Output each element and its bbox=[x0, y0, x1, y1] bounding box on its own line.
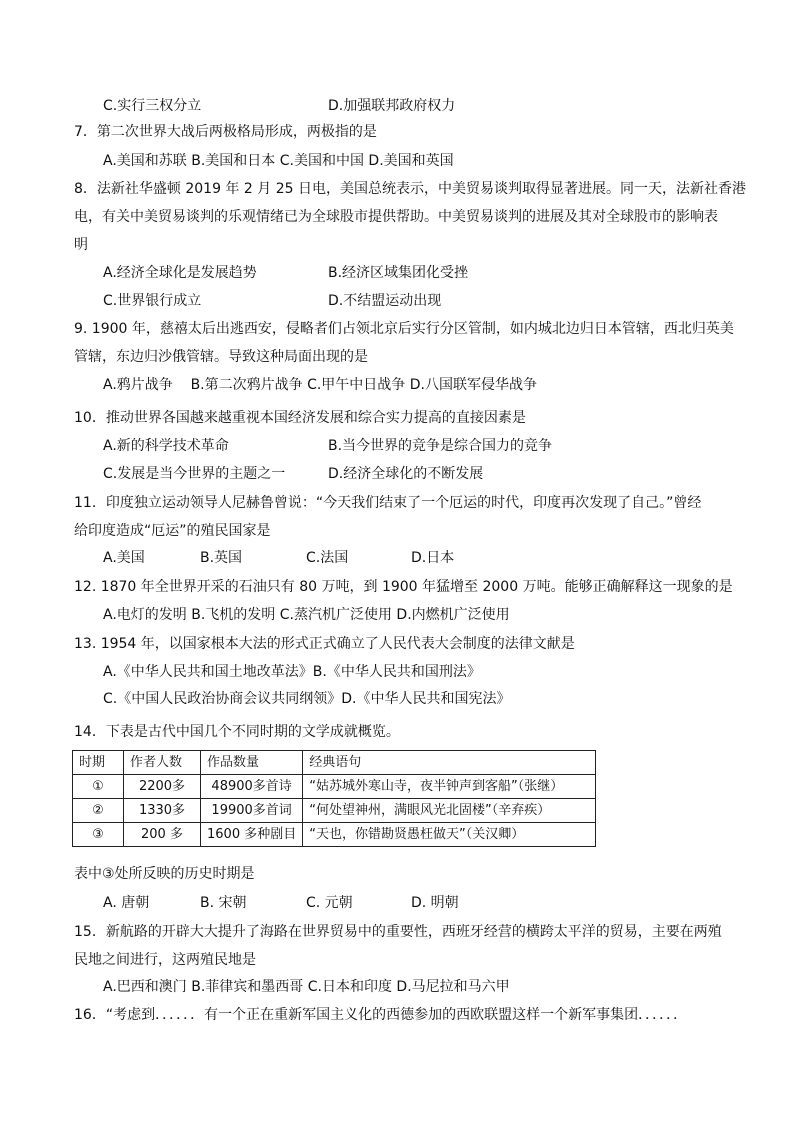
q10-option-a: A.新的科学技术革命 bbox=[103, 438, 229, 454]
q13-options-ab: A.《中华人民共和国土地改革法》B.《中华人民共和国刑法》 bbox=[103, 664, 481, 680]
table-cell: ② bbox=[73, 799, 124, 823]
table-cell: 1600 多种剧目 bbox=[201, 823, 303, 847]
q8-stem-line-3: 明 bbox=[74, 237, 88, 253]
table-row bbox=[73, 799, 596, 823]
q14-option-d: D. 明朝 bbox=[411, 895, 459, 911]
q9-stem-line-1: 9. 1900 年，慈禧太后出逃西安，侵略者们占领北京后实行分区管制，如内城北边归日本管辖，西北归英美 bbox=[74, 321, 734, 337]
q15-options: A.巴西和澳门 B.菲律宾和墨西哥 C.日本和印度 D.马尼拉和马六甲 bbox=[103, 979, 510, 995]
q9-stem-line-2: 管辖，东边归沙俄管辖。导致这种局面出现的是 bbox=[74, 349, 368, 365]
table-header: 时期 bbox=[73, 751, 124, 775]
q8-option-a: A.经济全球化是发展趋势 bbox=[103, 265, 257, 281]
q15-stem-line-1: 15．新航路的开辟大大提升了海路在世界贸易中的重要性，西班牙经营的横跨太平洋的贸易，主要在两殖 bbox=[74, 924, 722, 940]
q11-stem-line-1: 11．印度独立运动领导人尼赫鲁曾说：“今天我们结束了一个厄运的时代，印度再次发现了自己。”曾经 bbox=[74, 495, 702, 511]
q13-options-cd: C.《中国人民政治协商会议共同纲领》D.《中华人民共和国宪法》 bbox=[103, 691, 511, 707]
q7-stem: 7．第二次世界大战后两极格局形成，两极指的是 bbox=[74, 124, 377, 140]
table-cell: “天也，你错勘贤愚枉做天”（关汉卿） bbox=[303, 823, 596, 847]
q14-stem: 14．下表是古代中国几个不同时期的文学成就概览。 bbox=[74, 724, 400, 740]
q8-option-b: B.经济区域集团化受挫 bbox=[328, 265, 469, 281]
table-row bbox=[73, 775, 596, 799]
table-header: 作品数量 bbox=[201, 751, 303, 775]
table-cell: 1330多 bbox=[124, 799, 201, 823]
q11-option-a: A.美国 bbox=[103, 550, 145, 566]
q14-option-b: B. 宋朝 bbox=[200, 895, 247, 911]
q11-stem-line-2: 给印度造成“厄运”的殖民国家是 bbox=[74, 523, 271, 539]
table-cell: “何处望神州，满眼风光北固楼”（辛弃疾） bbox=[303, 799, 596, 823]
q11-option-d: D.日本 bbox=[411, 550, 455, 566]
q10-stem: 10．推动世界各国越来越重视本国经济发展和综合实力提高的直接因素是 bbox=[74, 410, 526, 426]
table-cell: ① bbox=[73, 775, 124, 799]
table-header: 经典语句 bbox=[303, 751, 596, 775]
q7-options: A.美国和苏联 B.美国和日本 C.美国和中国 D.美国和英国 bbox=[103, 153, 454, 169]
q13-stem: 13. 1954 年，以国家根本大法的形式正式确立了人民代表大会制度的法律文献是 bbox=[74, 636, 575, 652]
table-cell: 2200多 bbox=[124, 775, 201, 799]
table-row bbox=[73, 823, 596, 847]
q6-option-d: D.加强联邦政府权力 bbox=[328, 98, 456, 114]
q11-option-b: B.英国 bbox=[200, 550, 243, 566]
q8-option-c: C.世界银行成立 bbox=[103, 293, 202, 309]
q11-option-c: C.法国 bbox=[306, 550, 349, 566]
q8-stem-line-2: 电，有关中美贸易谈判的乐观情绪已为全球股市提供帮助。中美贸易谈判的进展及其对全球股市的影响表 bbox=[74, 209, 718, 225]
q12-stem: 12. 1870 年全世界开采的石油只有 80 万吨，到 1900 年猛增至 2000 万吨。能够正确解释这一现象的是 bbox=[74, 579, 733, 595]
q15-stem-line-2: 民地之间进行，这两殖民地是 bbox=[74, 952, 256, 968]
q10-option-b: B.当今世界的竞争是综合国力的竞争 bbox=[328, 438, 553, 454]
q12-options: A.电灯的发明 B.飞机的发明 C.蒸汽机广泛使用 D.内燃机广泛使用 bbox=[103, 607, 510, 623]
table-cell: ③ bbox=[73, 823, 124, 847]
q6-option-c: C.实行三权分立 bbox=[103, 98, 202, 114]
q10-option-c: C.发展是当今世界的主题之一 bbox=[103, 466, 286, 482]
q8-stem-line-1: 8．法新社华盛顿 2019 年 2 月 25 日电，美国总统表示，中美贸易谈判取得显著进展。同一天，法新社香港 bbox=[74, 181, 746, 197]
table-cell: 200 多 bbox=[124, 823, 201, 847]
literature-table bbox=[72, 750, 596, 847]
q14-followup: 表中③处所反映的历史时期是 bbox=[74, 866, 255, 882]
q16-stem: 16．“考虑到．．．．．．有一个正在重新军国主义化的西德参加的西欧联盟这样一个新军事集团．．．．．． bbox=[74, 1007, 688, 1023]
table-cell: “姑苏城外寒山寺，夜半钟声到客船”（张继） bbox=[303, 775, 596, 799]
q14-option-a: A. 唐朝 bbox=[103, 895, 150, 911]
table-header: 作者人数 bbox=[124, 751, 201, 775]
q10-option-d: D.经济全球化的不断发展 bbox=[328, 466, 484, 482]
q9-options: A.鸦片战争 B.第二次鸦片战争 C.甲午中日战争 D.八国联军侵华战争 bbox=[103, 377, 537, 393]
table-header-row bbox=[73, 751, 596, 775]
q14-option-c: C. 元朝 bbox=[306, 895, 353, 911]
table-cell: 48900多首诗 bbox=[201, 775, 303, 799]
q8-option-d: D.不结盟运动出现 bbox=[328, 293, 442, 309]
table-cell: 19900多首词 bbox=[201, 799, 303, 823]
